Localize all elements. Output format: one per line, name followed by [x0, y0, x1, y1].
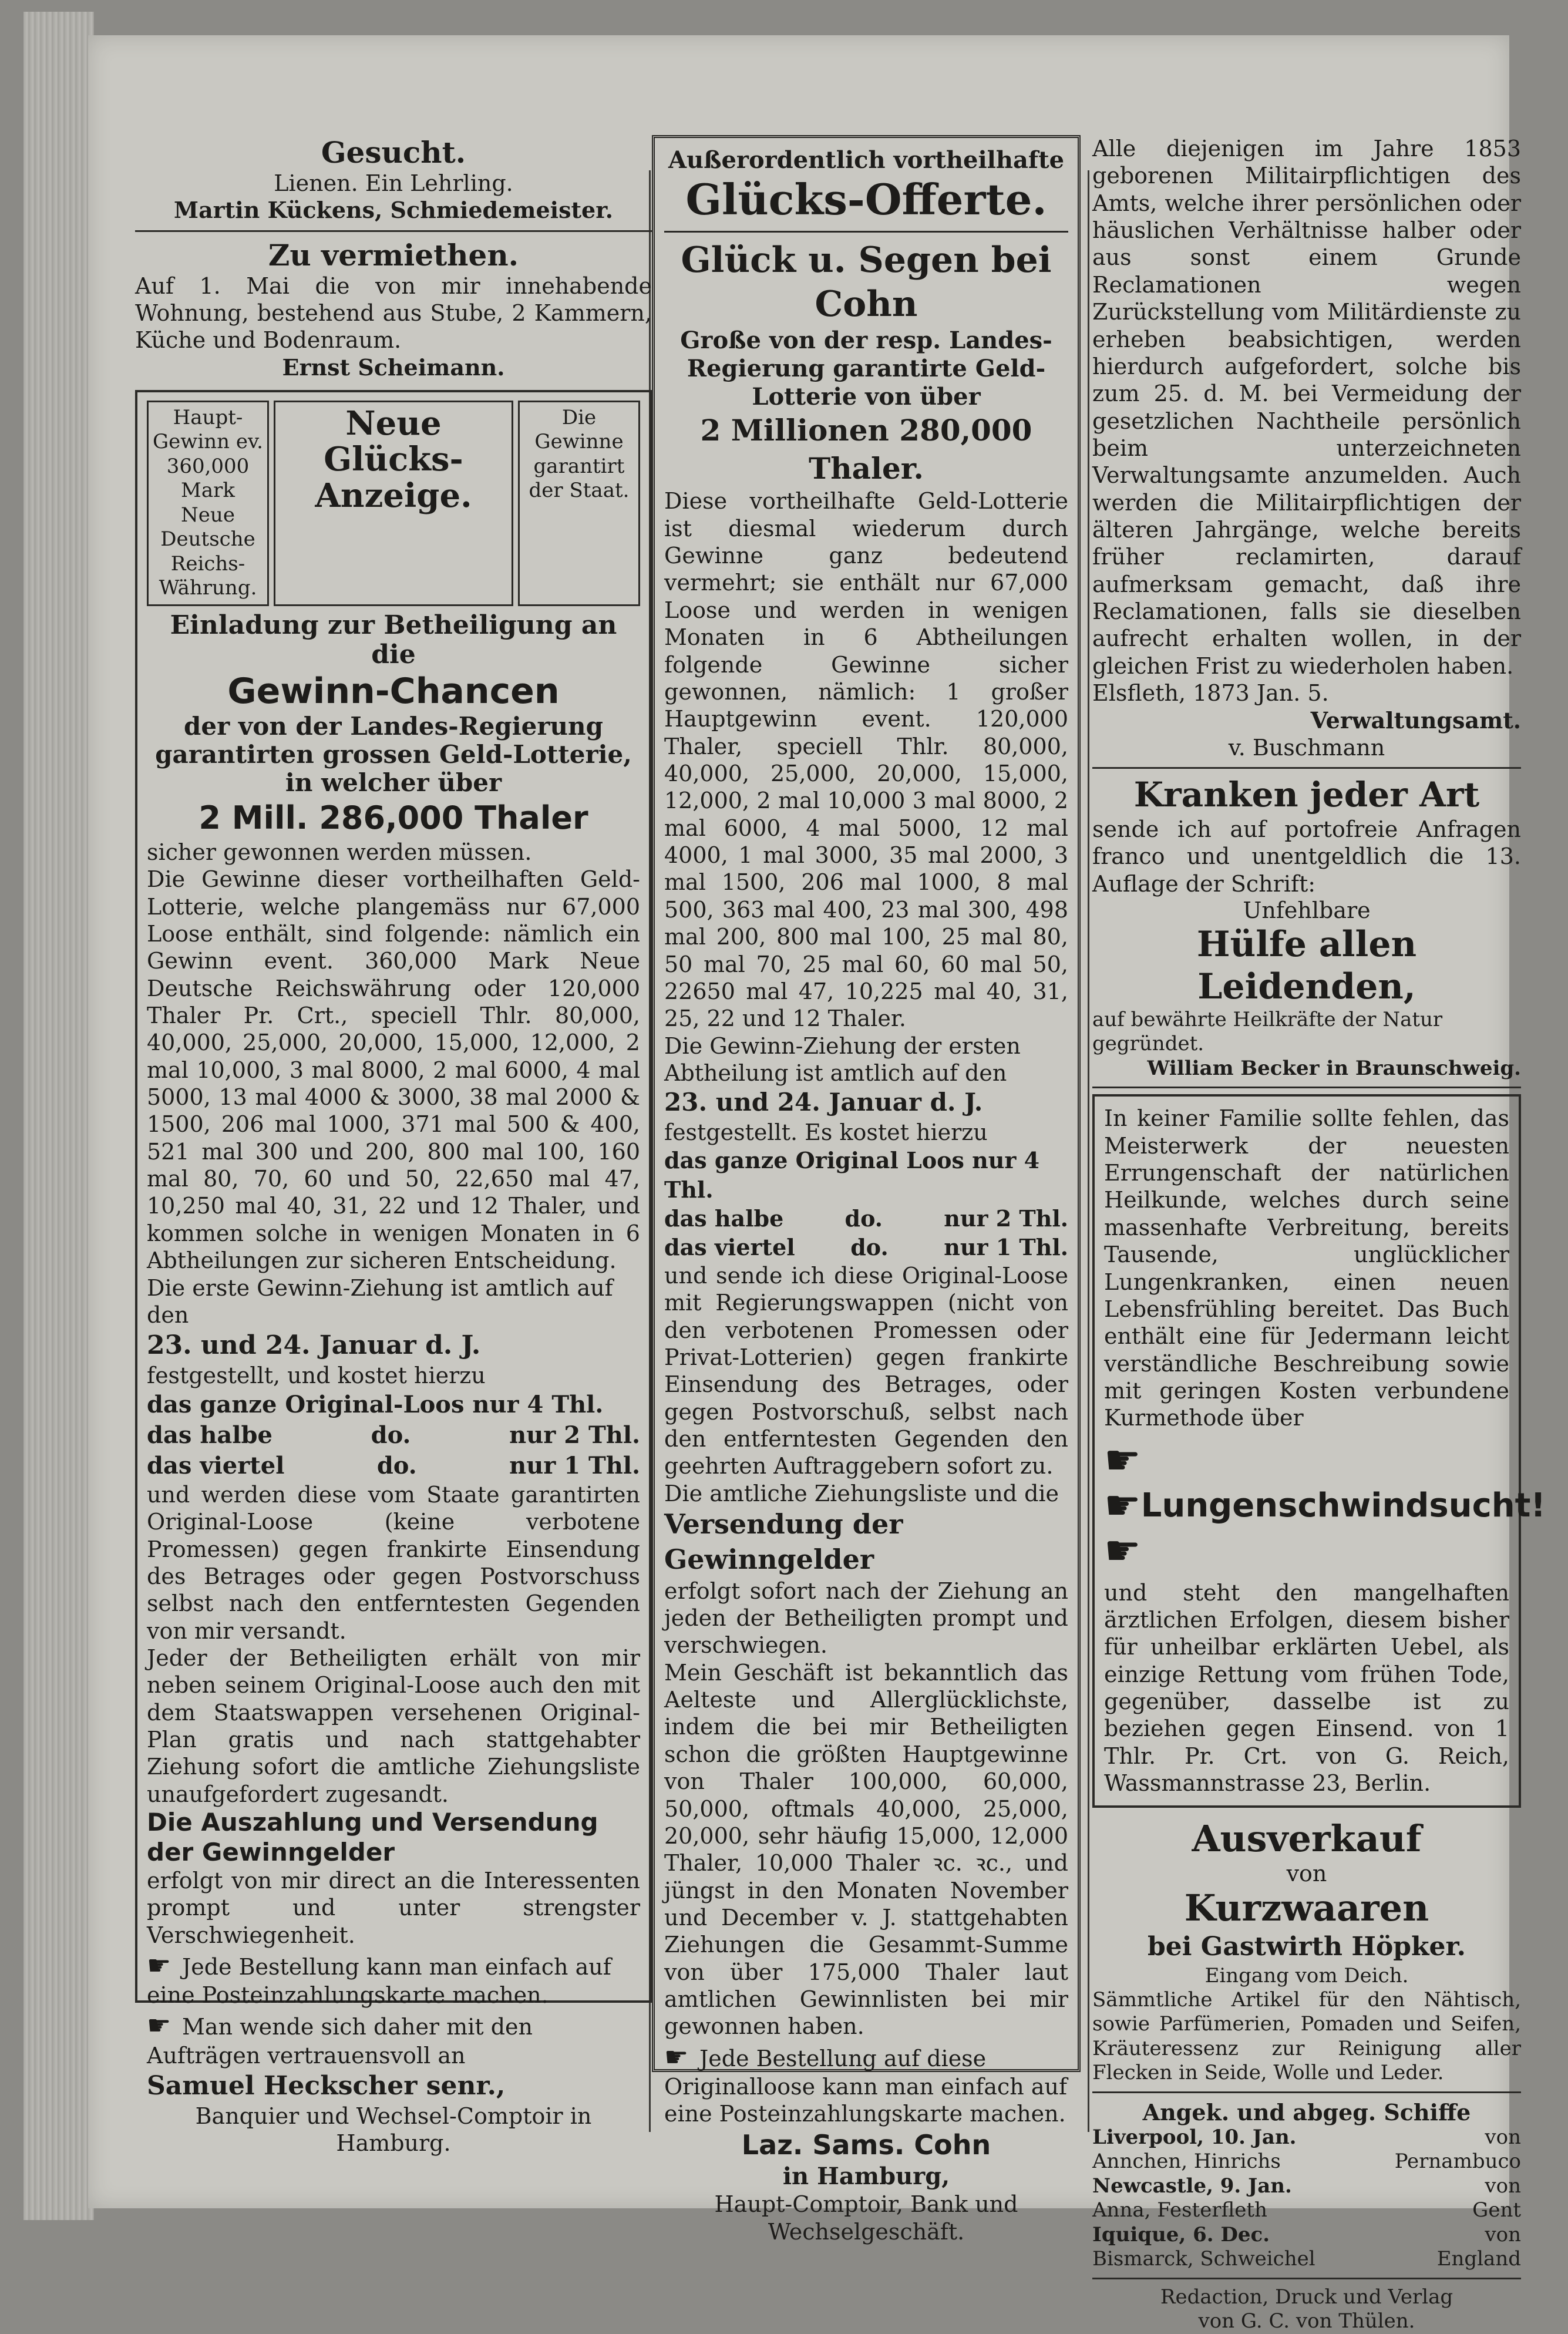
cohn-price-half	[664, 1204, 1068, 1233]
kranken-heading-2: Unfehlbare	[1243, 897, 1371, 923]
ship-row-left: Anna, Festerfleth	[1092, 2198, 1267, 2222]
ad-gesucht-line2: Martin Kückens, Schmiedemeister.	[174, 197, 613, 224]
ad-vermiethen-title: Zu vermiethen.	[268, 237, 519, 273]
ad-gesucht-title: Gesucht.	[321, 135, 466, 170]
ship-row	[1092, 2247, 1521, 2271]
cohn-price-quarter-label: das viertel	[664, 1234, 795, 1261]
ship-row-left: Bismarck, Schweichel	[1092, 2247, 1315, 2271]
cohn-heading-5: 2 Millionen 280,000 Thaler.	[700, 413, 1032, 486]
divider	[664, 231, 1068, 233]
lungen-ad	[1092, 1094, 1546, 1807]
divider	[135, 230, 652, 232]
cohn-signature-2: in Hamburg,	[782, 2163, 950, 2191]
lottery-price-half-do: do.	[371, 1421, 411, 1449]
ships-title: Angek. und abgeg. Schiffe	[1142, 2098, 1471, 2126]
ad-vermiethen-text: Auf 1. Mai die von mir innehabende Wohnung, bestehend aus Stube, 2 Kammern, Küche und Bodenraum.	[135, 273, 652, 354]
lottery-ad-heckscher	[135, 390, 652, 2157]
kranken-signature: William Becker in Braunschweig.	[1147, 1056, 1521, 1080]
lottery-price-half-label: das halbe	[147, 1421, 272, 1449]
lottery-contact-note	[147, 2009, 640, 2069]
kranken-text-1: sende ich auf portofreie Anfragen franco und unentgeldlich die 13. Auflage der Schrift:	[1092, 816, 1521, 897]
cohn-text-1: Diese vortheilhafte Geld-Lotterie ist diesmal wiederum durch Gewinne ganz bedeutend vermehrt; sie enthält nur 67,000 Loose und werden in wenigen Monaten in 6 Abtheilungen folgende Gewinne sicher gewonnen, nämlich: 1 großer Hauptgewinn event. 120,000 Thaler, speciell Thlr. 80,000, 40,000, 25,000, 20,000, 15,000, 12,000, 2 mal 10,000 3 mal 8000, 2 mal 6000, 4 mal 5000, 12 mal 4000, 1 mal 3000, 35 mal 2000, 3 mal 1500, 206 mal 1000, 8 mal 500, 363 mal 400, 23 mal 300, 498 mal 200, 800 mal 100, 25 mal 80, 50 mal 70, 25 mal 60, 60 mal 50, 22650 mal 47, 10,225 mal 40, 31, 25, 22 und 12 Thaler.	[664, 488, 1068, 1032]
column-2	[652, 135, 1081, 2245]
lungen-fists	[1104, 1435, 1141, 1575]
ships-list	[1092, 2126, 1521, 2272]
kranken-text-2: auf bewährte Heilkräfte der Natur gegründet.	[1092, 1007, 1443, 1056]
imprint-2: von G. C. von Thülen.	[1198, 2309, 1415, 2333]
cohn-text-4: und sende ich diese Original-Loose mit Regierungswappen (nicht von den verbotenen Promessen oder Privat-Lotterien) gegen frankirte Einsendung des Betrages, oder gegen Postvorschuß, selbst nach den entferntesten Gegenden den geehrten Auftraggebern sofort zu.	[664, 1262, 1068, 1479]
cohn-price-quarter-do: do.	[850, 1234, 889, 1261]
ship-row	[1092, 2126, 1521, 2150]
lottery-header-left: Haupt-Gewinn ev. 360,000 Mark Neue Deutsche Reichs-Währung.	[147, 401, 269, 606]
divider	[1092, 2091, 1521, 2093]
kranken-heading: Kranken jeder Art	[1133, 775, 1480, 815]
cohn-text-5: Die amtliche Ziehungsliste und die	[664, 1480, 1059, 1506]
lungen-text-1: In keiner Familie sollte fehlen, das Meisterwerk der neuesten Errungenschaft der natürlichen Heilkunde, welches durch seine massenhafte Verbreitung, bereits Tausende, unglücklicher Lungenkranken, einen neuen Lebensfrühling bereitet. Das Buch enthält eine für Jedermann leicht verständliche Beschreibung sowie mit geringen Kosten verbundene Kurmethode über	[1104, 1105, 1509, 1431]
cohn-signature: Laz. Sams. Cohn	[741, 2128, 991, 2161]
lottery-header-right: Die Gewinne garantirt der Staat.	[518, 401, 640, 606]
cohn-price-half-label: das halbe	[664, 1205, 784, 1232]
lottery-text-7: erfolgt von mir direct an die Interessenten prompt und unter strengster Verschwiegenheit.	[147, 1867, 640, 1948]
lottery-header-center: Neue Glücks-Anzeige.	[274, 401, 513, 606]
pointing-hand-icon: ☛	[1104, 1526, 1141, 1575]
ship-row-right: Gent	[1472, 2198, 1521, 2222]
ship-row-left: Newcastle, 9. Jan.	[1092, 2174, 1292, 2198]
pointing-hand-icon: ☛	[1104, 1435, 1141, 1484]
lungen-heading: Lungenschwindsucht!	[1140, 1486, 1546, 1525]
ausverkauf-text: Sämmtliche Artikel für den Nähtisch, sowie Parfümerien, Pomaden und Seifen, Kräuteressenz zur Reinigung aller Flecken in Seide, Wolle und Leder.	[1092, 1987, 1521, 2085]
military-notice-signature-2: v. Buschmann	[1228, 734, 1385, 761]
lottery-gewinn-chancen: Gewinn-Chancen	[227, 670, 560, 712]
cohn-order-note	[664, 2040, 1068, 2128]
cohn-draw-date: 23. und 24. Januar d. J.	[664, 1088, 983, 1117]
ship-row-left: Annchen, Hinrichs	[1092, 2150, 1281, 2174]
ausverkauf-gastwirth: bei Gastwirth Höpker.	[1147, 1932, 1466, 1962]
ship-row-right: von	[1485, 2174, 1521, 2198]
ausverkauf-heading: Ausverkauf	[1192, 1817, 1422, 1860]
divider	[1092, 2278, 1521, 2279]
page-stack-edge	[23, 12, 94, 2220]
lungen-heading-row	[1104, 1435, 1546, 1575]
pointing-hand-icon: ☛	[147, 2009, 171, 2042]
cohn-price-whole: das ganze Original Loos nur 4 Thl.	[664, 1147, 1040, 1203]
cohn-signature-3: Haupt-Comptoir, Bank und Wechselgeschäft.	[714, 2191, 1018, 2245]
ship-row-left: Iquique, 6. Dec.	[1092, 2222, 1270, 2246]
kranken-heading-3: Hülfe allen Leidenden,	[1196, 923, 1417, 1007]
cohn-price-quarter	[664, 1233, 1068, 1262]
lottery-text-4: festgestellt, und kostet hierzu	[147, 1363, 486, 1389]
ad-gesucht-line1: Lienen. Ein Lehrling.	[274, 170, 513, 196]
ship-row-right: Pernambuco	[1394, 2150, 1521, 2174]
cohn-heading-3: Glück u. Segen bei Cohn	[681, 240, 1052, 325]
lottery-text-2: Die Gewinne dieser vortheilhaften Geld-Lotterie, welche plangemäss nur 67,000 Loose enthält, sind folgende: nämlich ein Gewinn event. 360,000 Mark Neue Deutsche Reichswährung oder 120,000 Thaler Pr. Crt., speciell Thlr. 80,000, 40,000, 25,000, 20,000, 15,000, 12,000, 2 mal 10,000, 3 mal 8000, 2 mal 6000, 4 mal 5000, 13 mal 4000 & 3000, 38 mal 2000 & 1500, 206 mal 1000, 371 mal 500 & 400, 521 mal 300 und 200, 800 mal 100, 160 mal 80, 70, 60 und 50, 22,650 mal 47, 10,250 mal 40, 31, 22 und 12 Thaler, und kommen solche in wenigen Monaten in 6 Abtheilungen zur sicheren Entscheidung.	[147, 866, 640, 1274]
lottery-draw-date: 23. und 24. Januar d. J.	[147, 1330, 481, 1361]
ship-row-left: Liverpool, 10. Jan.	[1092, 2125, 1297, 2149]
lottery-text-1: sicher gewonnen werden müssen.	[147, 839, 532, 865]
ausverkauf-von: von	[1286, 1860, 1327, 1886]
lottery-price-quarter-do: do.	[376, 1451, 417, 1479]
lottery-order-note	[147, 1949, 640, 2009]
ship-row	[1092, 2174, 1521, 2198]
cohn-heading-2: Glücks-Offerte.	[685, 174, 1047, 224]
ausverkauf-kurzwaaren: Kurzwaaren	[1184, 1886, 1429, 1929]
lottery-header-row	[147, 401, 640, 606]
column-3	[1092, 135, 1546, 2334]
cohn-heading-1: Außerordentlich vortheilhafte	[668, 146, 1065, 174]
cohn-text-6: erfolgt sofort nach der Ziehung an jeden der Betheiligten prompt und verschwiegen.	[664, 1578, 1068, 1659]
lottery-price-whole: das ganze Original-Loos nur 4 Thl.	[147, 1390, 604, 1418]
cohn-price-half-value: nur 2 Thl.	[944, 1205, 1068, 1232]
cohn-heading-6: Versendung der Gewinngelder	[664, 1508, 903, 1575]
cohn-text-7: Mein Geschäft ist bekanntlich das Aelteste und Allerglücklichste, indem die bei mir Betheiligten schon die größten Hauptgewinne von Thaler 100,000, 60,000, 50,000, oftmals 40,000, 25,000, 20,000, sehr häufig 15,000, 12,000 Thaler, 10,000 Thaler ꝛc. ꝛc., und jüngst in den Monaten November und December v. J. stattgehabten Ziehungen die Gesammt-Summe von über 175,000 Thaler laut amtlichen Gewinnlisten bei mir gewonnen haben.	[664, 1659, 1068, 2040]
ship-row	[1092, 2223, 1521, 2247]
pointing-hand-icon: ☛	[147, 1949, 171, 1981]
lottery-ad-cohn	[652, 135, 1081, 2245]
lottery-text-6: Jeder der Betheiligten erhält von mir neben seinem Original-Loose auch den mit dem Staatswappen versehenen Original-Plan gratis und nach stattgehabter Ziehung sofort die amtliche Ziehungsliste unaufgefordert zugesandt.	[147, 1644, 640, 1807]
military-notice-signature: Verwaltungsamt.	[1310, 707, 1521, 734]
lottery-text-8: Jede Bestellung kann man einfach auf eine Posteinzahlungskarte machen.	[147, 1954, 611, 2009]
military-notice: Alle diejenigen im Jahre 1853 geborenen Militairpflichtigen des Amts, welche ihrer persönlichen oder häuslichen Verhältnisse halber oder aus sonst einem Grunde Reclamationen wegen Zurückstellung vom Militärdienste zu erheben beabsichtigen, werden hierdurch aufgefordert, solche bis zum 25. d. M. bei Vermeidung der gesetzlichen Nachtheile persönlich beim unterzeichneten Verwaltungsamte anzumelden. Auch werden die Militairpflichtigen der älteren Jahrgänge, welche bereits früher reclamirten, darauf aufmerksam gemacht, daß ihre Reclamationen, falls sie dieselben aufrecht erhalten wollen, in der gleichen Frist zu wiederholen haben.	[1092, 136, 1521, 679]
lottery-signature-2: Banquier und Wechsel-Comptoir in Hamburg.	[195, 2103, 592, 2157]
lottery-text-5: und werden diese vom Staate garantirten Original-Loose (keine verbotene Promessen) gegen frankirte Einsendung des Betrages oder gegen Postvorschuss selbst nach den entferntesten Gegenden von mir versandt.	[147, 1481, 640, 1644]
ship-row	[1092, 2198, 1521, 2222]
ausverkauf-entrance: Eingang vom Deich.	[1204, 1963, 1409, 1987]
ship-row-right: England	[1436, 2247, 1521, 2271]
column-1	[135, 135, 652, 2157]
pointing-hand-icon: ☛	[664, 2040, 689, 2073]
lottery-total-amount: 2 Mill. 286,000 Thaler	[198, 799, 588, 836]
ship-row-right: von	[1485, 2125, 1521, 2149]
lottery-price-half	[147, 1420, 640, 1451]
column-rule-2	[1088, 170, 1089, 2132]
lottery-payout-heading: Die Auszahlung und Versendung der Gewinngelder	[147, 1808, 598, 1866]
cohn-text-3: festgestellt. Es kostet hierzu	[664, 1119, 988, 1145]
ad-vermiethen-signature: Ernst Scheimann.	[282, 354, 505, 381]
military-notice-place: Elsfleth, 1873 Jan. 5.	[1092, 680, 1329, 707]
divider	[1092, 767, 1521, 769]
cohn-heading-4: Große von der resp. Landes-Regierung garantirte Geld-Lotterie von über	[680, 327, 1052, 411]
lottery-description: der von der Landes-Regierung garantirten grossen Geld-Lotterie, in welcher über	[155, 711, 632, 798]
lottery-text-3: Die erste Gewinn-Ziehung ist amtlich auf den	[147, 1274, 613, 1328]
cohn-text-2: Die Gewinn-Ziehung der ersten Abtheilung ist amtlich auf den	[664, 1033, 1021, 1086]
lottery-price-quarter-value: nur 1 Thl.	[509, 1451, 640, 1479]
lottery-price-quarter-label: das viertel	[147, 1451, 285, 1479]
lottery-signature: Samuel Heckscher senr.,	[147, 2070, 506, 2101]
lottery-invitation: Einladung zur Betheiligung an die	[170, 610, 617, 670]
cohn-text-8: Jede Bestellung auf diese Originalloose kann man einfach auf eine Posteinzahlungskarte machen.	[664, 2045, 1068, 2127]
divider	[1092, 1087, 1521, 1088]
cohn-price-quarter-value: nur 1 Thl.	[944, 1234, 1068, 1261]
lottery-price-quarter	[147, 1451, 640, 1481]
lottery-price-half-value: nur 2 Thl.	[509, 1421, 640, 1449]
ship-row	[1092, 2150, 1521, 2174]
cohn-price-half-do: do.	[844, 1205, 883, 1232]
imprint-1: Redaction, Druck und Verlag	[1160, 2285, 1453, 2309]
ship-row-right: von	[1485, 2222, 1521, 2246]
lungen-text-2: und steht den mangelhaften ärztlichen Erfolgen, diesem bisher für unheilbar erklärten Uebel, als einzige Rettung vom frühen Tode, gegenüber, dasselbe ist zu beziehen gegen Einsend. von 1 Thlr. Pr. Crt. von G. Reich, Wassmannstrasse 23, Berlin.	[1104, 1579, 1509, 1797]
pointing-hand-icon: ☛	[1104, 1481, 1141, 1529]
lottery-text-9: Man wende sich daher mit den Aufträgen vertrauensvoll an	[147, 2014, 533, 2069]
